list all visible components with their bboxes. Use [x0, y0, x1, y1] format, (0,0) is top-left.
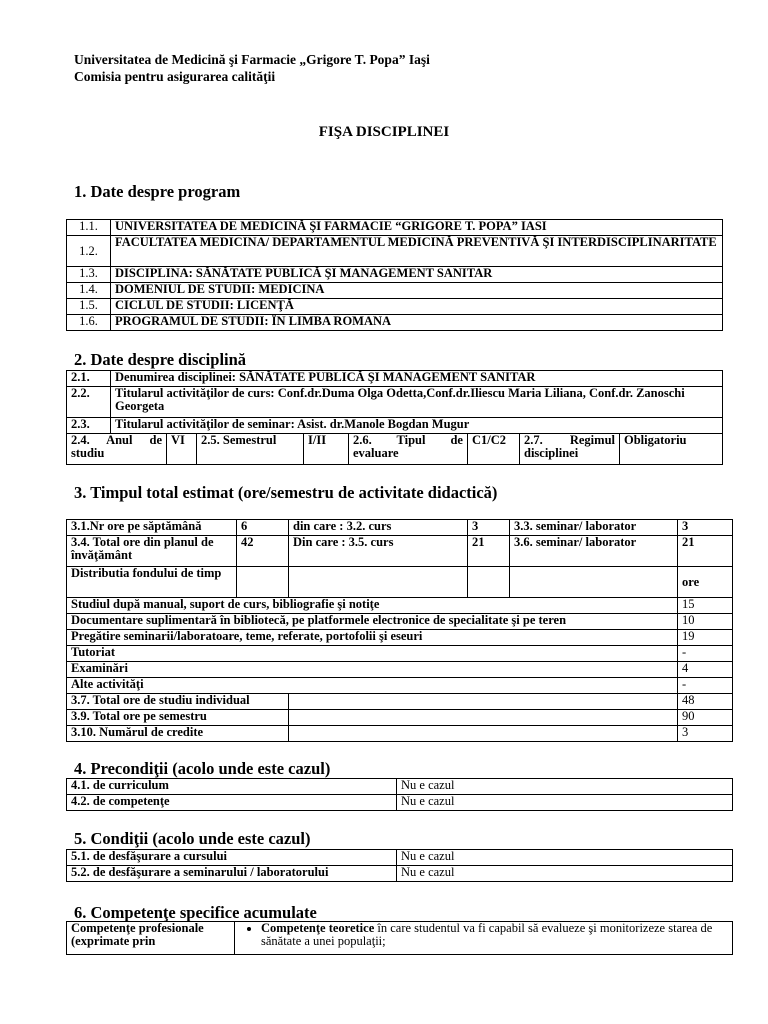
total-value: 48	[678, 694, 733, 710]
precondition-value: Nu e cazul	[397, 795, 733, 811]
section-1-heading: 1. Date despre program	[74, 182, 241, 201]
table-row	[67, 418, 723, 434]
row-text: UNIVERSITATEA DE MEDICINĂ ŞI FARMACIE “GRIGORE T. POPA” IASI	[111, 220, 723, 236]
row-number: 1.3.	[67, 267, 111, 283]
table-row	[67, 236, 723, 267]
regime-label: 2.7. Regimul disciplinei	[520, 434, 620, 465]
total-label: 3.10. Numărul de credite	[67, 726, 289, 742]
seminar-value: 3	[678, 520, 733, 536]
activity-label: Alte activităţi	[67, 678, 678, 694]
competence-list	[239, 922, 728, 948]
document-header	[74, 51, 430, 85]
competence-category-label: Competenţe profesionale (exprimate prin	[67, 922, 235, 955]
discipline-table	[66, 370, 723, 465]
table-row	[67, 866, 733, 882]
row-number: 2.1.	[67, 371, 111, 387]
hours-unit-label: ore	[678, 567, 733, 598]
section-4-heading: 4. Precondiţii (acolo unde este cazul)	[74, 759, 331, 778]
condition-label: 5.1. de desfăşurare a cursului	[67, 850, 397, 866]
row-number: 1.6.	[67, 315, 111, 331]
program-table	[66, 219, 723, 331]
table-row	[67, 371, 723, 387]
page-title: FIŞA DISCIPLINEI	[318, 124, 450, 140]
activity-hours: -	[678, 646, 733, 662]
conditions-table	[66, 849, 733, 882]
competence-description	[235, 922, 733, 955]
table-row	[67, 598, 733, 614]
table-row	[67, 387, 723, 418]
course-total-label: Din care : 3.5. curs	[289, 536, 468, 567]
row-text: Titularul activităţilor de seminar: Asist. dr.Manole Bogdan Mugur	[111, 418, 723, 434]
commission-name: Comisia pentru asigurarea calităţii	[74, 69, 276, 84]
section-3-heading: 3. Timpul total estimat (ore/semestru de activitate didactică)	[74, 483, 498, 502]
total-label: 3.7. Total ore de studiu individual	[67, 694, 289, 710]
total-hours-label: 3.4. Total ore din planul de învăţământ	[67, 536, 237, 567]
activity-hours: 19	[678, 630, 733, 646]
total-value: 90	[678, 710, 733, 726]
time-table	[66, 519, 733, 742]
section-6-heading: 6. Competenţe specifice acumulate	[74, 903, 317, 922]
semester-value: I/II	[304, 434, 349, 465]
activity-hours: 4	[678, 662, 733, 678]
row-number: 1.5.	[67, 299, 111, 315]
course-total-value: 21	[468, 536, 510, 567]
table-row	[67, 630, 733, 646]
row-number: 2.3.	[67, 418, 111, 434]
seminar-total-value: 21	[678, 536, 733, 567]
time-distribution-label: Distributia fondului de timp	[67, 567, 237, 598]
activity-label: Documentare suplimentară în bibliotecă, pe platformele electronice de specialitate şi pe teren	[67, 614, 678, 630]
section-5-heading: 5. Condiţii (acolo unde este cazul)	[74, 829, 311, 848]
course-value: 3	[468, 520, 510, 536]
row-text: CICLUL DE STUDII: LICENŢĂ	[111, 299, 723, 315]
table-row	[67, 434, 723, 465]
list-item	[261, 922, 728, 948]
university-name: Universitatea de Medicină şi Farmacie „Grigore T. Popa” Iaşi	[74, 52, 430, 67]
row-text: PROGRAMUL DE STUDII: ÎN LIMBA ROMANA	[111, 315, 723, 331]
activity-label: Pregătire seminarii/laboratoare, teme, referate, portofolii şi eseuri	[67, 630, 678, 646]
table-row	[67, 520, 733, 536]
seminar-total-label: 3.6. seminar/ laborator	[510, 536, 678, 567]
evaluation-label: 2.6. Tipul de evaluare	[349, 434, 468, 465]
year-value: VI	[167, 434, 197, 465]
table-row	[67, 922, 733, 955]
section-2-heading: 2. Date despre disciplină	[74, 350, 247, 369]
table-row	[67, 694, 733, 710]
precondition-value: Nu e cazul	[397, 779, 733, 795]
table-row	[67, 850, 733, 866]
table-row	[67, 536, 733, 567]
table-row	[67, 726, 733, 742]
table-row	[67, 299, 723, 315]
competences-table	[66, 921, 733, 955]
table-row	[67, 267, 723, 283]
precondition-label: 4.2. de competenţe	[67, 795, 397, 811]
seminar-label: 3.3. seminar/ laborator	[510, 520, 678, 536]
table-row	[67, 779, 733, 795]
table-row	[67, 283, 723, 299]
condition-label: 5.2. de desfăşurare a seminarului / laboratorului	[67, 866, 397, 882]
competence-text: în care studentul va fi capabil să evalueze şi monitorizeze starea de sănătate a unei populaţii;	[261, 921, 713, 948]
table-row	[67, 710, 733, 726]
table-row	[67, 567, 733, 598]
semester-label: 2.5. Semestrul	[197, 434, 304, 465]
activity-label: Tutoriat	[67, 646, 678, 662]
row-number: 2.2.	[67, 387, 111, 418]
course-label: din care : 3.2. curs	[289, 520, 468, 536]
competence-type: Competenţe teoretice	[261, 921, 375, 935]
regime-value: Obligatoriu	[620, 434, 723, 465]
row-number: 1.2.	[67, 236, 111, 267]
row-number: 1.1.	[67, 220, 111, 236]
activity-hours: -	[678, 678, 733, 694]
activity-hours: 15	[678, 598, 733, 614]
table-row	[67, 795, 733, 811]
preconditions-table	[66, 778, 733, 811]
row-text: DOMENIUL DE STUDII: MEDICINA	[111, 283, 723, 299]
table-row	[67, 220, 723, 236]
row-text: Titularul activităţilor de curs: Conf.dr.Duma Olga Odetta,Conf.dr.Iliescu Maria Liliana, Conf.dr. Zanoschi Georgeta	[111, 387, 723, 418]
total-hours-value: 42	[237, 536, 289, 567]
evaluation-value: C1/C2	[468, 434, 520, 465]
total-label: 3.9. Total ore pe semestru	[67, 710, 289, 726]
hours-per-week-label: 3.1.Nr ore pe săptămână	[67, 520, 237, 536]
total-value: 3	[678, 726, 733, 742]
table-row	[67, 315, 723, 331]
table-row	[67, 646, 733, 662]
row-text: Denumirea disciplinei: SĂNĂTATE PUBLICĂ ŞI MANAGEMENT SANITAR	[111, 371, 723, 387]
row-number: 1.4.	[67, 283, 111, 299]
activity-label: Examinări	[67, 662, 678, 678]
row-text: FACULTATEA MEDICINA/ DEPARTAMENTUL MEDICINĂ PREVENTIVĂ ŞI INTERDISCIPLINARITATE	[111, 236, 723, 267]
table-row	[67, 614, 733, 630]
condition-value: Nu e cazul	[397, 850, 733, 866]
row-text: DISCIPLINA: SĂNĂTATE PUBLICĂ ŞI MANAGEMENT SANITAR	[111, 267, 723, 283]
year-label: 2.4. Anul de studiu	[67, 434, 167, 465]
activity-hours: 10	[678, 614, 733, 630]
table-row	[67, 678, 733, 694]
hours-per-week-value: 6	[237, 520, 289, 536]
precondition-label: 4.1. de curriculum	[67, 779, 397, 795]
condition-value: Nu e cazul	[397, 866, 733, 882]
activity-label: Studiul după manual, suport de curs, bibliografie şi notiţe	[67, 598, 678, 614]
table-row	[67, 662, 733, 678]
